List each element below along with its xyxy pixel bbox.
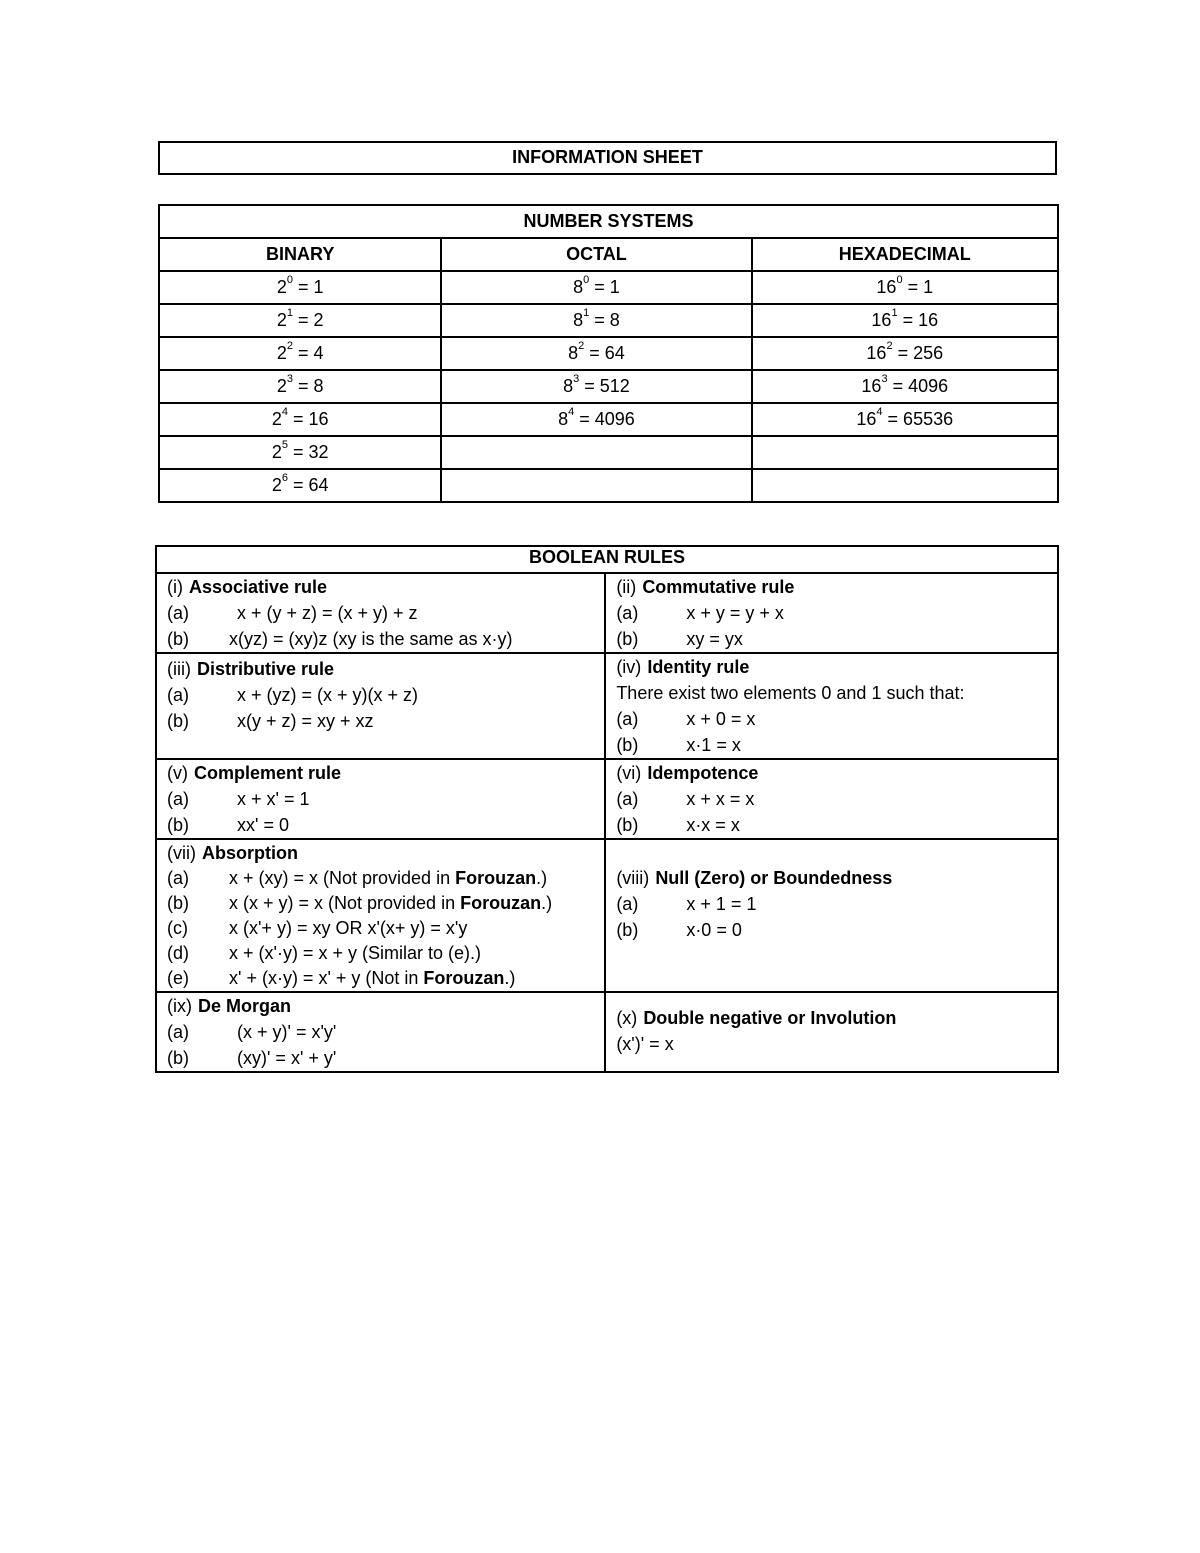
null-rule-title: Null (Zero) or Boundedness <box>655 868 893 888</box>
table-row <box>159 304 1058 337</box>
binary-cell: $2^3 = 8$ <box>159 370 441 403</box>
involution-rule-title: Double negative or Involution <box>643 1008 897 1028</box>
distributive-rule-title: Distributive rule <box>197 659 335 679</box>
table-row <box>159 370 1058 403</box>
hex-cell: $16^4 = 65536$ <box>752 403 1058 436</box>
octal-cell <box>441 436 751 469</box>
binary-cell: $2^0 = 1$ <box>159 271 441 304</box>
de-morgan-rule-cell: (ix) De Morgan (a) (x + y)' = x'y' (b) (xy)' = x' + y' <box>156 992 605 1072</box>
hex-cell: $16^3 = 4096$ <box>752 370 1058 403</box>
boolean-rules-table <box>155 545 1059 1073</box>
absorption-rule-cell: (vii) Absorption (a) x + (xy) = x (Not provided in Forouzan.) (b) x (x + y) = x (Not provided in Forouzan.) (c) x (x'+ y) = xy OR x'(x+ y) = x'y (d) x + (x'·y) = x + y (Similar to (e).) (e) x' + (x·y) = x' + y (Not in Forouzan.) <box>156 839 605 992</box>
hex-cell: $16^2 = 256$ <box>752 337 1058 370</box>
octal-cell <box>441 469 751 502</box>
number-systems-table <box>158 204 1059 503</box>
octal-cell: $8^0 = 1$ <box>441 271 751 304</box>
commutative-rule-title: Commutative rule <box>642 577 795 597</box>
binary-cell: $2^2 = 4$ <box>159 337 441 370</box>
identity-rule-title: Identity rule <box>647 657 750 677</box>
binary-cell: $2^1 = 2$ <box>159 304 441 337</box>
octal-cell: $8^3 = 512$ <box>441 370 751 403</box>
hex-cell <box>752 436 1058 469</box>
table-row <box>159 271 1058 304</box>
table-row <box>159 436 1058 469</box>
identity-rule-cell: (iv) Identity rule There exist two elements 0 and 1 such that: (a) x + 0 = x (b) x·1 = x <box>605 653 1058 759</box>
absorption-rule-title: Absorption <box>202 843 298 863</box>
hex-cell: $16^1 = 16$ <box>752 304 1058 337</box>
hex-cell <box>752 469 1058 502</box>
commutative-rule-cell: (ii) Commutative rule (a) x + y = y + x (b) xy = yx <box>605 573 1058 653</box>
information-sheet-title: INFORMATION SHEET <box>158 141 1057 175</box>
octal-cell: $8^4 = 4096$ <box>441 403 751 436</box>
hex-cell: $16^0 = 1$ <box>752 271 1058 304</box>
column-header-binary: BINARY <box>159 238 441 271</box>
binary-cell: $2^4 = 16$ <box>159 403 441 436</box>
complement-rule-cell: (v) Complement rule (a) x + x' = 1 (b) xx' = 0 <box>156 759 605 839</box>
octal-cell: $8^2 = 64$ <box>441 337 751 370</box>
column-header-octal: OCTAL <box>441 238 751 271</box>
null-rule-cell: (viii) Null (Zero) or Boundedness (a) x + 1 = 1 (b) x·0 = 0 <box>605 839 1058 992</box>
table-row <box>159 403 1058 436</box>
binary-cell: $2^6 = 64$ <box>159 469 441 502</box>
associative-rule-title: Associative rule <box>189 577 328 597</box>
involution-rule-cell: (x) Double negative or Involution (x')' = x <box>605 992 1058 1072</box>
complement-rule-title: Complement rule <box>194 763 342 783</box>
octal-cell: $8^1 = 8$ <box>441 304 751 337</box>
associative-rule-cell: (i) Associative rule (a) x + (y + z) = (x + y) + z (b) x(yz) = (xy)z (xy is the same as x·y) <box>156 573 605 653</box>
column-header-hexadecimal: HEXADECIMAL <box>752 238 1058 271</box>
idempotence-rule-title: Idempotence <box>647 763 759 783</box>
number-systems-heading: NUMBER SYSTEMS <box>159 205 1058 238</box>
binary-cell: $2^5 = 32$ <box>159 436 441 469</box>
idempotence-rule-cell: (vi) Idempotence (a) x + x = x (b) x·x = x <box>605 759 1058 839</box>
distributive-rule-cell: (iii) Distributive rule (a) x + (yz) = (x + y)(x + z) (b) x(y + z) = xy + xz <box>156 653 605 759</box>
de-morgan-rule-title: De Morgan <box>198 996 292 1016</box>
table-row <box>159 469 1058 502</box>
table-row <box>159 337 1058 370</box>
boolean-rules-heading: BOOLEAN RULES <box>156 546 1058 573</box>
